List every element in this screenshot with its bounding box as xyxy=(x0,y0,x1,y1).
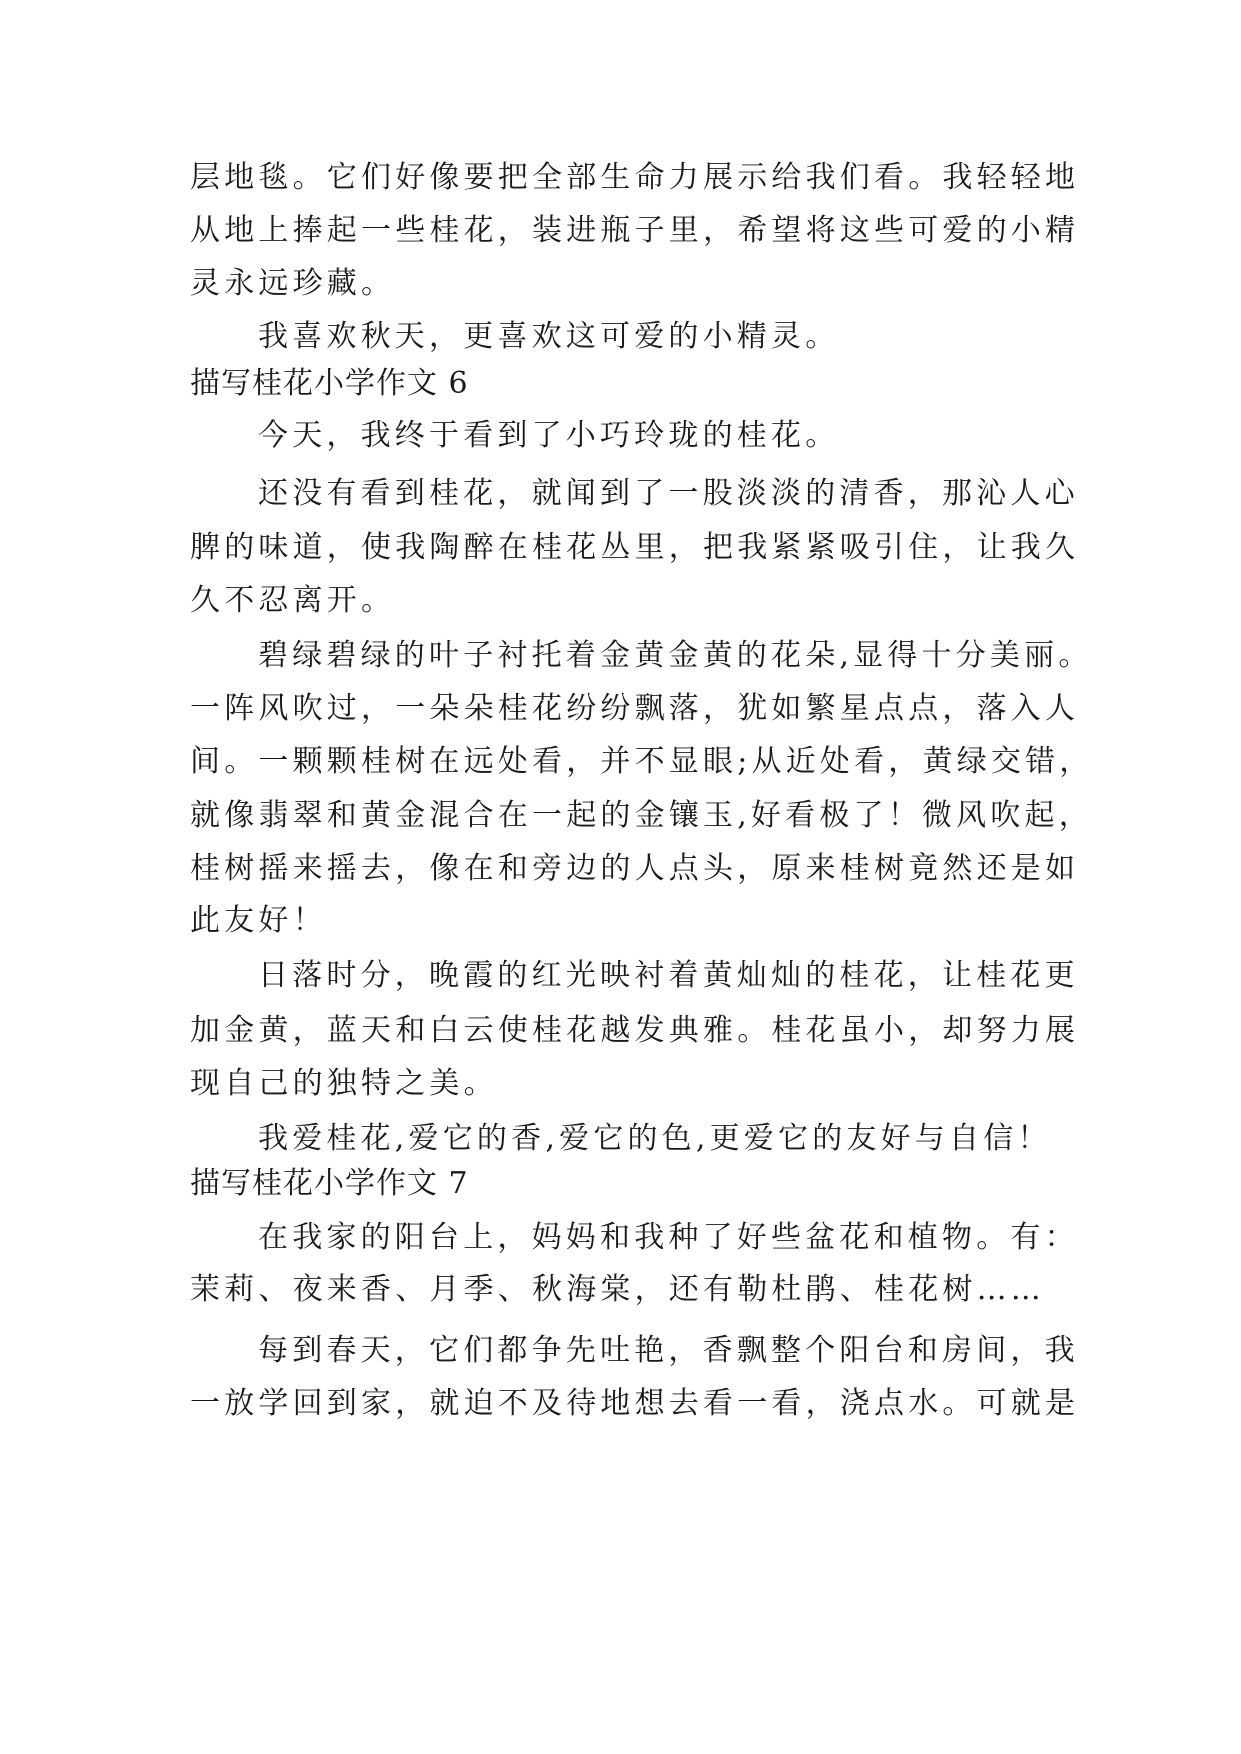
paragraph-line: 碧绿碧绿的叶子衬托着金黄金黄的花朵,显得十分美丽。 xyxy=(258,638,1093,673)
paragraph-line: 茉莉、夜来香、月季、秋海棠，还有勒杜鹃、桂花树…… xyxy=(190,1272,1045,1307)
paragraph-line: 一放学回到家，就迫不及待地想去看一看，浇点水。可就是 xyxy=(190,1386,1080,1421)
paragraph-line: 间。一颗颗桂树在远处看，并不显眼;从近处看，黄绿交错， xyxy=(190,744,1094,779)
paragraph-line: 久不忍离开。 xyxy=(190,583,396,618)
section-heading: 描写桂花小学作文 6 xyxy=(190,366,469,401)
paragraph-line: 日落时分，晚霞的红光映衬着黄灿灿的桂花，让桂花更 xyxy=(258,958,1079,993)
paragraph-line: 灵永远珍藏。 xyxy=(190,266,396,301)
paragraph-line: 每到春天，它们都争先吐艳，香飘整个阳台和房间，我 xyxy=(258,1333,1079,1368)
paragraph-line: 我爱桂花,爱它的香,爱它的色,更爱它的友好与自信！ xyxy=(258,1121,1052,1156)
paragraph-line: 在我家的阳台上，妈妈和我种了好些盆花和植物。有： xyxy=(258,1220,1079,1255)
paragraph-line: 加金黄，蓝天和白云使桂花越发典雅。桂花虽小，却努力展 xyxy=(190,1013,1080,1048)
paragraph-line: 就像翡翠和黄金混合在一起的金镶玉,好看极了！微风吹起， xyxy=(190,798,1093,833)
paragraph-line: 桂树摇来摇去，像在和旁边的人点头，原来桂树竟然还是如 xyxy=(190,851,1080,886)
paragraph-line: 今天，我终于看到了小巧玲珑的桂花。 xyxy=(258,418,840,453)
paragraph-line: 还没有看到桂花，就闻到了一股淡淡的清香，那沁人心 xyxy=(258,476,1079,511)
paragraph-line: 层地毯。它们好像要把全部生命力展示给我们看。我轻轻地 xyxy=(190,160,1080,195)
paragraph-line: 一阵风吹过，一朵朵桂花纷纷飘落，犹如繁星点点，落入人 xyxy=(190,691,1080,726)
paragraph-line: 现自己的独特之美。 xyxy=(190,1066,498,1101)
paragraph-line: 我喜欢秋天，更喜欢这可爱的小精灵。 xyxy=(258,319,840,354)
paragraph-line: 脾的味道，使我陶醉在桂花丛里，把我紧紧吸引住，让我久 xyxy=(190,530,1080,565)
section-heading: 描写桂花小学作文 7 xyxy=(190,1166,469,1201)
paragraph-line: 从地上捧起一些桂花，装进瓶子里，希望将这些可爱的小精 xyxy=(190,213,1080,248)
paragraph-line: 此友好！ xyxy=(190,903,327,938)
